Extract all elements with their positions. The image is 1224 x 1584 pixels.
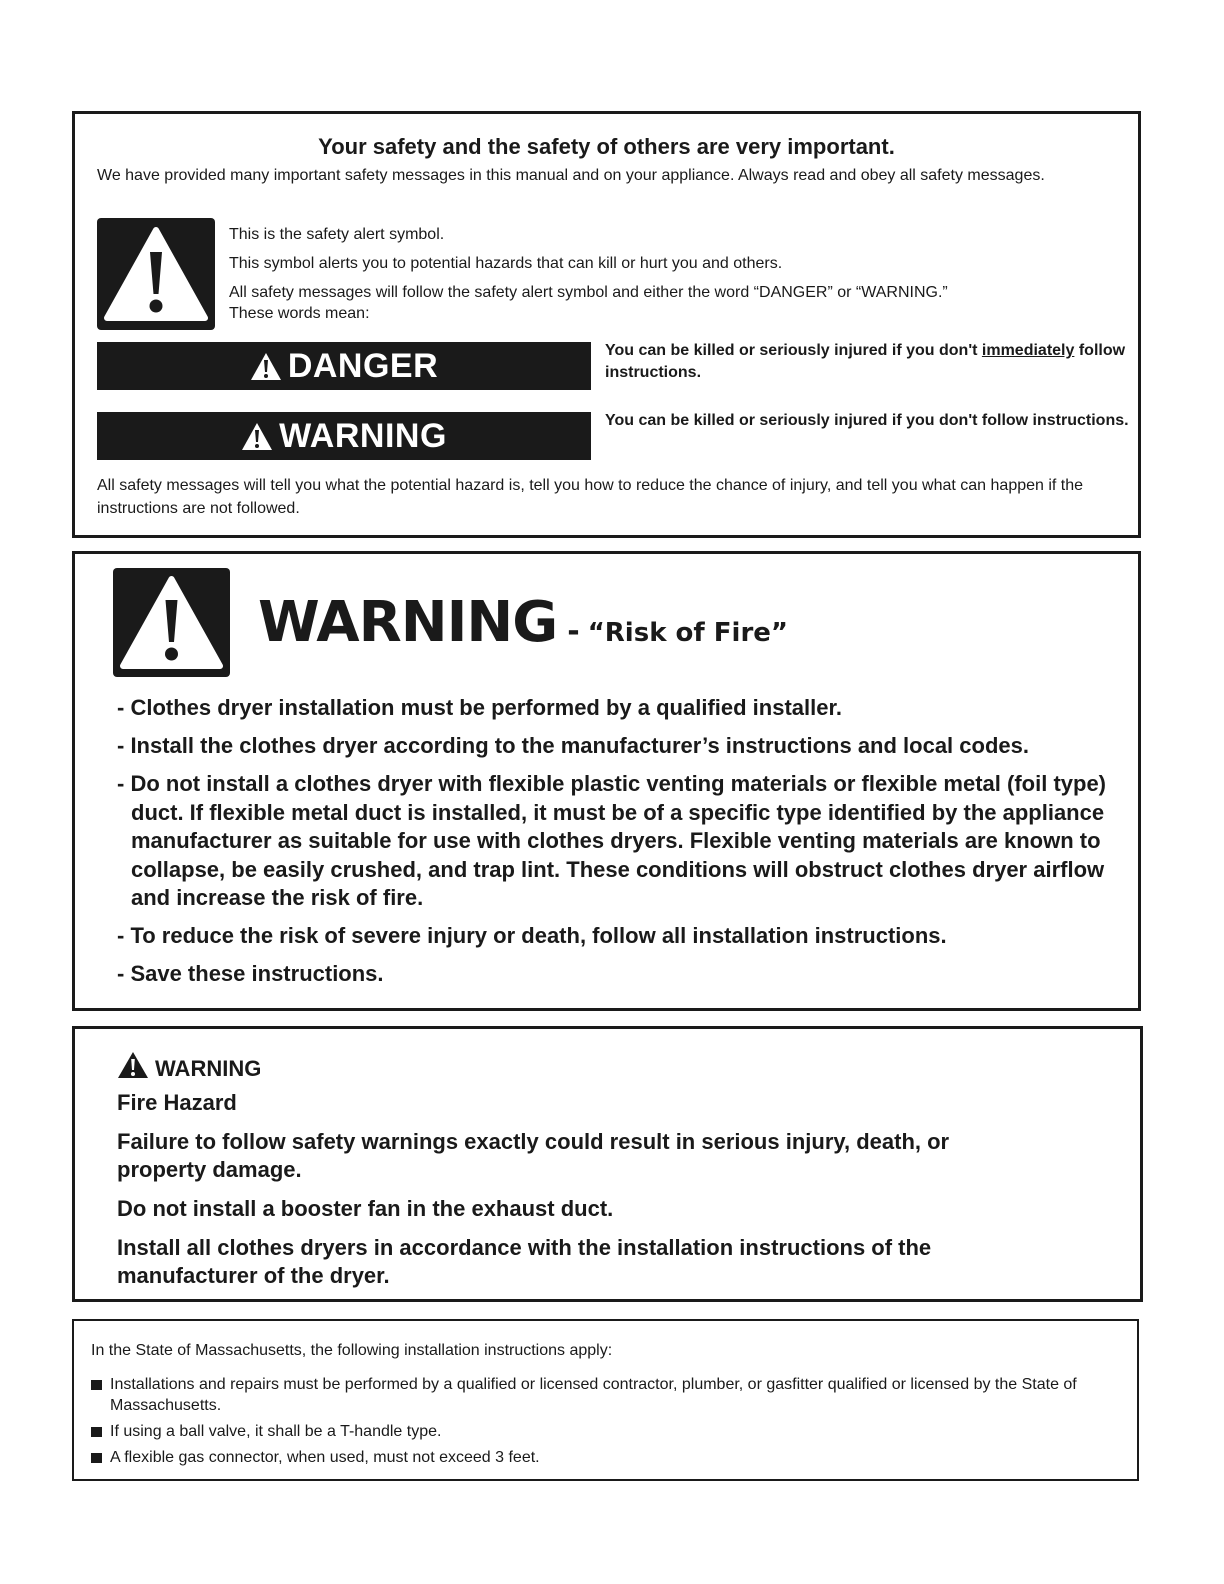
danger-signal-bar	[97, 342, 591, 390]
safety-heading: Your safety and the safety of others are very important.	[318, 134, 895, 159]
fire-alert-icon	[113, 568, 230, 677]
danger-description	[605, 340, 1135, 384]
list-item-text: A flexible gas connector, when used, must not exceed 3 feet.	[110, 1449, 540, 1466]
list-item: - Save these instructions.	[117, 961, 384, 986]
list-item: - To reduce the risk of severe injury or death, follow all installation instructions.	[117, 923, 947, 948]
alert-triangle-icon	[117, 1051, 149, 1079]
warning-description: You can be killed or seriously injured if you don't follow instructions.	[605, 412, 1129, 429]
list-item	[91, 1447, 1111, 1468]
list-item	[91, 1421, 1111, 1442]
risk-of-fire-box	[72, 551, 1141, 1011]
symbol-line: This is the safety alert symbol.	[229, 226, 445, 243]
list-item: - Clothes dryer installation must be performed by a qualified installer.	[117, 695, 842, 720]
fire-warning-title	[258, 590, 788, 655]
safety-alert-icon	[97, 218, 215, 330]
warning-label: WARNING	[279, 417, 447, 455]
alert-triangle-icon	[241, 422, 273, 451]
warning-signal-bar	[97, 412, 591, 460]
fire-warning-subtitle: “Risk of Fire”	[587, 618, 788, 648]
massachusetts-list	[91, 1374, 1111, 1473]
square-bullet-icon	[91, 1453, 102, 1463]
danger-label: DANGER	[287, 347, 439, 385]
massachusetts-intro: In the State of Massachusetts, the following installation instructions apply:	[91, 1342, 613, 1359]
list-item-text: If using a ball valve, it shall be a T-handle type.	[110, 1423, 442, 1440]
hazard-warning-heading	[117, 1051, 261, 1082]
symbol-explanation	[229, 224, 1089, 332]
hazard-lines	[117, 1089, 1017, 1301]
danger-desc-emphasis: immediately	[981, 342, 1075, 359]
title-dash: -	[567, 614, 580, 649]
hazard-line: Install all clothes dryers in accordance with the installation instructions of the manufacturer of the dryer.	[117, 1235, 932, 1288]
safety-intro-text: We have provided many important safety messages in this manual and on your appliance. Always read and obey all safety messages.	[97, 167, 1045, 184]
danger-desc-before: You can be killed or seriously injured if you don't	[605, 342, 982, 359]
hazard-line: Failure to follow safety warnings exactly could result in serious injury, death, or property damage.	[117, 1129, 950, 1182]
list-item-text: Installations and repairs must be performed by a qualified or licensed contractor, plumber, or gasfitter qualified or licensed by the State of Massachusetts.	[110, 1376, 1077, 1414]
fire-warning-list	[117, 694, 1117, 998]
fire-hazard-box	[72, 1026, 1143, 1302]
square-bullet-icon	[91, 1380, 102, 1390]
hazard-line: Fire Hazard	[117, 1090, 237, 1115]
safety-intro-box	[72, 111, 1141, 538]
danger-desc-after: follow instructions.	[605, 342, 1126, 381]
symbol-line: All safety messages will follow the safety alert symbol and either the word “DANGER” or “WARNING.”	[229, 284, 948, 301]
safety-footer-text: All safety messages will tell you what the potential hazard is, tell you how to reduce the chance of injury, and tell you what can happen if the instructions are not followed.	[97, 477, 1084, 517]
hazard-warning-label: WARNING	[155, 1056, 262, 1081]
symbol-line: This symbol alerts you to potential hazards that can kill or hurt you and others.	[229, 255, 783, 272]
symbol-line: These words mean:	[229, 305, 370, 322]
list-item: - Install the clothes dryer according to the manufacturer’s instructions and local codes.	[117, 733, 1029, 758]
list-item: - Do not install a clothes dryer with flexible plastic venting materials or flexible metal (foil type) duct. If flexible metal duct is installed, it must be of a specific type identified by the appliance manufacturer as suitable for use with clothes dryers. Flexible venting materials are known to collapse, be easily crushed, and trap lint. These conditions will obstruct clothes dryer airflow and increase the risk of fire.	[117, 771, 1107, 910]
hazard-line: Do not install a booster fan in the exhaust duct.	[117, 1196, 614, 1221]
fire-warning-word: WARNING	[258, 590, 558, 655]
list-item	[91, 1374, 1111, 1416]
square-bullet-icon	[91, 1427, 102, 1437]
alert-triangle-icon	[250, 352, 282, 381]
massachusetts-box	[72, 1319, 1139, 1481]
